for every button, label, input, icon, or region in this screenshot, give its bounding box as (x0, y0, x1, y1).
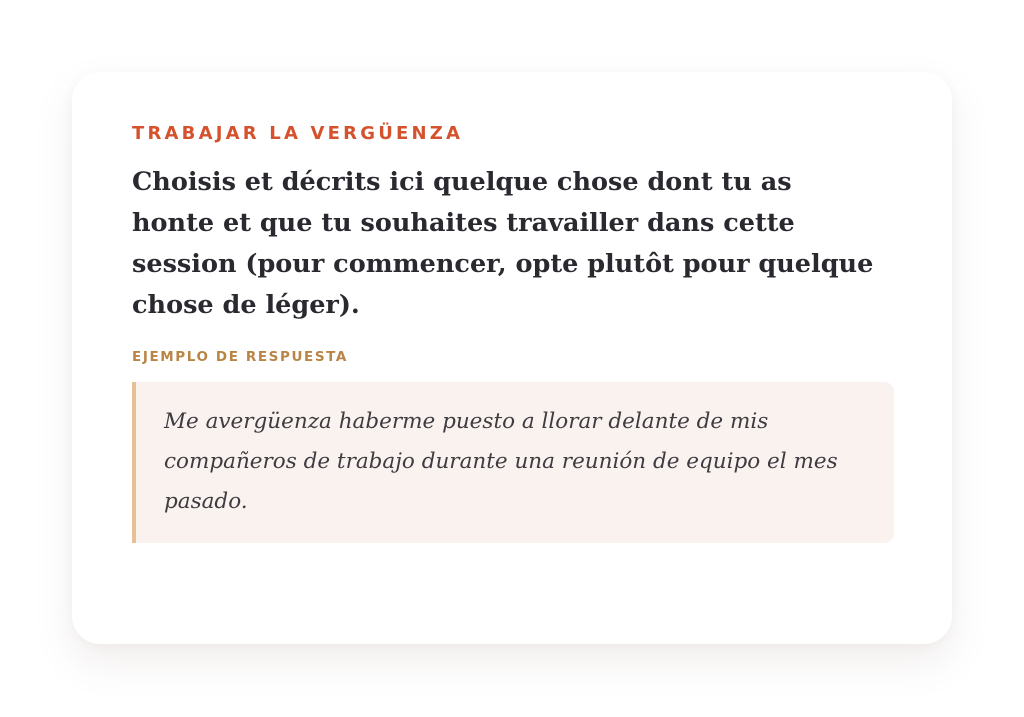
example-answer-box (132, 382, 894, 543)
example-answer-text: Me avergüenza haberme puesto a llorar delante de mis compañeros de trabajo durante una reunión de equipo el mes pasado. (164, 409, 838, 514)
exercise-category-label: TRABAJAR LA VERGÜENZA (132, 123, 464, 144)
example-answer-label: EJEMPLO DE RESPUESTA (132, 349, 348, 365)
exercise-card (72, 72, 952, 644)
exercise-prompt: Choisis et décrits ici quelque chose dont tu as honte et que tu souhaites travailler dans cette session (pour commencer, opte plutôt pour quelque chose de léger). (132, 167, 874, 320)
